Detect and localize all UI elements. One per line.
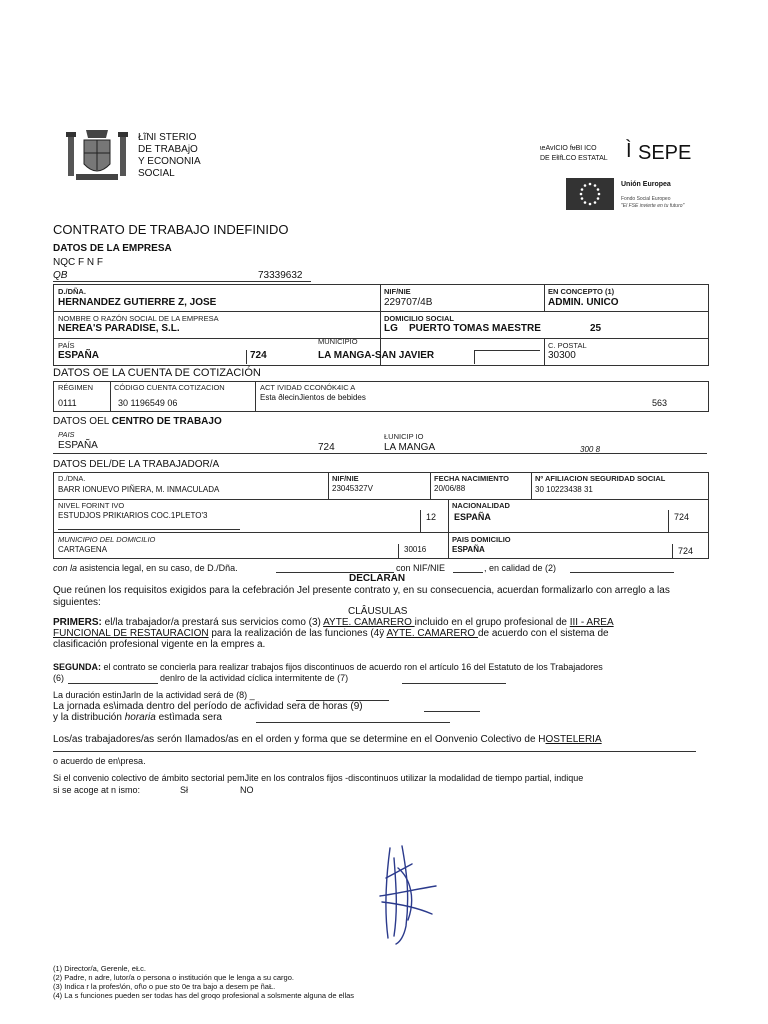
- distribucion-c: estìmada sera: [155, 712, 222, 723]
- cotizacion-regimen-label: RÉGIMEN: [58, 383, 94, 392]
- trabajador-nacionalidad-value: ESPAÑA: [454, 512, 491, 522]
- cotizacion-actividad-label: ACT IVIDAD CCONÓK4IC A: [260, 383, 356, 392]
- trabajador-nacionalidad-label: NACIONALIDAD: [452, 501, 510, 510]
- cotizacion-regimen-value: 0111: [58, 398, 77, 408]
- clausula-primera: [53, 617, 713, 650]
- empresa-municipio-value: LA MANGA-SAN JAVIER: [318, 350, 435, 361]
- ministry-line-4: SOCIAL: [138, 168, 175, 179]
- trabajador-paisdom-label: PAIS DOMICILIO: [452, 535, 511, 544]
- empresa-qb-value: 73339632: [258, 270, 303, 281]
- clausula-segunda: [53, 661, 723, 673]
- primera-text-5: clasificación profesional vigente en la empres a.: [53, 639, 266, 650]
- option-si: Sł: [180, 785, 189, 795]
- ministry-line-1: ŁĩNI STERIO: [138, 132, 197, 143]
- trabajador-fecha-label: FECHA NACIMIENTO: [434, 474, 509, 483]
- eu-flag-icon: [566, 178, 614, 210]
- primera-text-3: para la realización de las funciones (4ÿ: [208, 628, 387, 639]
- asistencia-text: asistencia legal, en su caso, de D./Dña.: [77, 563, 238, 573]
- trabajador-heading: DATOS DEL/DE LA TRABAJADOR/A: [53, 459, 220, 470]
- empresa-domicilio-label: DOMICILIO SOCIAL: [384, 314, 454, 323]
- ministry-line-3: Y ECONONIA: [138, 156, 201, 167]
- cotizacion-codigo-value: 30 1196549 06: [118, 398, 178, 408]
- coat-of-arms: [64, 126, 130, 184]
- centro-pais-value: ESPAÑA: [58, 440, 98, 451]
- primera-text-4: de acuerdo con el sistema de: [477, 628, 609, 639]
- asistencia-line: [53, 563, 238, 573]
- primera-funcion: AYTE. CAMARERO: [386, 628, 478, 639]
- cotizacion-heading: DATOS OE LA CUENTA DE COTIZACIÓN: [53, 367, 261, 379]
- distribucion-a: y la distribución: [53, 712, 125, 723]
- empresa-nif-value: 229707/4B: [384, 297, 433, 308]
- empresa-qb-label: QB: [53, 270, 68, 281]
- footnote-2: (2) Padre, n adre, lutor/a o persona o institución que le lenga a su cargo.: [53, 973, 294, 982]
- primera-text-1: el/la trabajador/a prestará sus servicios como (3): [101, 617, 324, 628]
- acuerdo-text: o acuerdo de en\presa.: [53, 756, 146, 766]
- empresa-cp-label: C. POSTAL: [548, 341, 587, 350]
- trabajador-nivel-label: NIVEL FORINT IVO: [58, 501, 125, 510]
- trabajador-dna-label: D./DNA.: [58, 474, 86, 483]
- empresa-concepto-label: EN CONCEPTO (1): [548, 287, 615, 296]
- option-no: NO: [240, 785, 254, 795]
- sepe-line-2: DE EłIfLCO ESTATAL: [540, 155, 608, 162]
- cotizacion-actividad-value: Esta ðlecinJientos de bebides: [260, 393, 366, 402]
- empresa-pais-code: 724: [250, 350, 267, 361]
- eu-fund: Fondo Social Europeo: [621, 196, 671, 202]
- trabajador-fecha-value: 20/06/88: [434, 484, 466, 493]
- trabajador-nivel-value: ESTUDJOS PRIKtARIOS COC.1PLETO'3: [58, 511, 208, 520]
- primera-text-2: incluido en el grupo profesional de: [414, 617, 570, 628]
- footnote-3: (3) Indica r la profes\ón, of\o o pue sto 0e tra bajo a desem pe ñaŁ.: [53, 982, 276, 991]
- declaran-heading: DECLARAN: [349, 573, 406, 584]
- eu-title: Unión Europea: [621, 181, 671, 188]
- duracion-text: La duración estinJarln de la actividad será de (8) _: [53, 690, 255, 700]
- centro-heading-bold: CENTRO DE TRABAJO: [111, 416, 222, 427]
- trabajador-afiliacion-label: Nº AFILIACION SEGURIDAD SOCIAL: [535, 474, 666, 483]
- footnote-1: (1) Director/a, Gerenle, eŁc.: [53, 964, 146, 973]
- centro-cp-value: 300 8: [580, 445, 601, 454]
- footnote-4: (4) La s funciones pueden ser todas has del groqo profesional a solsmente alguna de ellas: [53, 991, 355, 1000]
- centro-pais-label: PAIS: [58, 430, 75, 439]
- trabajador-nacionalidad-code: 724: [674, 512, 690, 522]
- asistencia-nif: con NIF/NIE: [396, 563, 446, 573]
- empresa-pais-label: PAÍS: [58, 341, 75, 350]
- jornada-text: La jornada es\imada dentro del período de acfividad sera de horas (9): [53, 701, 363, 712]
- distribucion-text: [53, 712, 222, 723]
- document-title: CONTRATO DE TRABAJO INDEFINIDO: [53, 222, 289, 237]
- segunda-6: (6): [53, 673, 64, 683]
- ministry-name: [138, 132, 201, 180]
- trabajador-dna-value: BARR IONUEVO PIÑERA, M. INMACULADA: [58, 485, 220, 494]
- empresa-domicilio-number: 25: [590, 323, 602, 334]
- acoge-text: si se acoge at n ismo:: [53, 785, 141, 795]
- empresa-dna-value: HERNANDEZ GUTIERRE Z, JOSE: [58, 297, 217, 308]
- trabajador-paisdom-value: ESPAÑA: [452, 545, 485, 554]
- cotizacion-codigo-label: CÓDIGO CUENTA COTIZACION: [114, 383, 225, 392]
- centro-municipio-value: LA MANGA: [384, 442, 436, 453]
- empresa-concepto-value: ADMIN. UNICO: [548, 297, 619, 308]
- trabajador-nivel-code: 12: [426, 512, 437, 522]
- empresa-heading: DATOS DE LA EMPRESA: [53, 243, 172, 254]
- asistencia-calidad: , en calidad de (2): [484, 563, 557, 573]
- empresa-dna-label: D./DÑA.: [58, 287, 86, 296]
- empresa-razon-label: NOMBRE O RAZÓN SOCIAL DE LA EMPRESA: [58, 314, 219, 323]
- primera-label: PRIMERS:: [53, 617, 102, 628]
- empresa-razon-value: NEREA'S PARADISE, S.L.: [58, 323, 180, 334]
- centro-pais-code: 724: [318, 442, 335, 453]
- trabajador-municipio-code: 30016: [404, 545, 427, 554]
- trabajador-municipio-label: MUNICIPIO DEL DOMICILIO: [58, 535, 156, 544]
- empresa-pais-value: ESPAÑA: [58, 350, 99, 361]
- sepe-mark: Ì: [626, 140, 632, 162]
- signature: [372, 838, 444, 948]
- empresa-nif-label: NIF/NIE: [384, 287, 411, 296]
- centro-municipio-label: ŁUNICIP IO: [384, 432, 424, 441]
- sepe-logo-text: SEPE: [638, 142, 692, 164]
- cotizacion-actividad-code: 563: [652, 398, 668, 408]
- primera-grupo-2: FUNCIONAL DE RESTAURACION: [53, 628, 209, 639]
- primera-grupo-1: III - AREA: [569, 617, 614, 628]
- trabajador-paisdom-code: 724: [678, 546, 694, 556]
- segunda-text-2: denlro de la actividad cíclica intermitente de (7): [160, 673, 349, 683]
- segunda-text-1: el contrato se concierla para realizar trabajos fijos discontinuos de acuerdo ron el artículo 16 del Estatuto de los Trabajadores: [101, 662, 603, 672]
- ministry-line-2: DE TRABAjO: [138, 144, 198, 155]
- trabajador-afiliacion-value: 30 10223438 31: [535, 485, 593, 494]
- empresa-domicilio-value: LG PUERTO TOMAS MAESTRE: [384, 323, 541, 334]
- llamados-text: [53, 734, 602, 745]
- sepe-line-1: ɩeAvICIO fᵾBI ICO: [540, 145, 597, 152]
- centro-heading: [53, 416, 222, 427]
- asistencia-pre: con la: [53, 563, 78, 573]
- clausulas-heading: CLÂUSULAS: [348, 606, 408, 617]
- convenio-text: Si el convenio colectivo de ámbito sectorial pemJite en los contralos fijos -discontinuos utilizar la modalidad de tiempo partial, indique: [53, 773, 584, 783]
- segunda-label: SEGUNDA:: [53, 662, 102, 672]
- empresa-nqc: NQC F N F: [53, 257, 103, 268]
- trabajador-nif-value: 23045327V: [332, 484, 373, 493]
- sepe-service: [540, 144, 608, 164]
- eu-motto: "El FSE invierte en tu futuro": [621, 203, 685, 209]
- llamados-convenio: OSTELERIA: [545, 734, 602, 745]
- empresa-municipio-label: MUNICIPIO: [318, 337, 358, 346]
- primera-puesto: AYTE. CAMARERO: [323, 617, 415, 628]
- trabajador-nif-label: NIF/NIE: [332, 474, 359, 483]
- centro-heading-pre: DATOS OEL: [53, 416, 112, 427]
- intro-text: Que reúnen los requisitos exigidos para la cefebración Jel presente contrato y, en su consecuencia, acuerdan formalizarlo con arreglo a las siguientes:: [53, 585, 670, 608]
- llamados-text-1: Los/as trabajadores/as serón Ilamados/as en el orden y forma que se determine en el Oonvenio Colectivo de H: [53, 734, 546, 745]
- distribucion-b: horaria: [124, 712, 156, 723]
- trabajador-municipio-value: CARTAGENA: [58, 545, 108, 554]
- empresa-cp-value: 30300: [548, 350, 576, 361]
- footnotes: [53, 964, 354, 1000]
